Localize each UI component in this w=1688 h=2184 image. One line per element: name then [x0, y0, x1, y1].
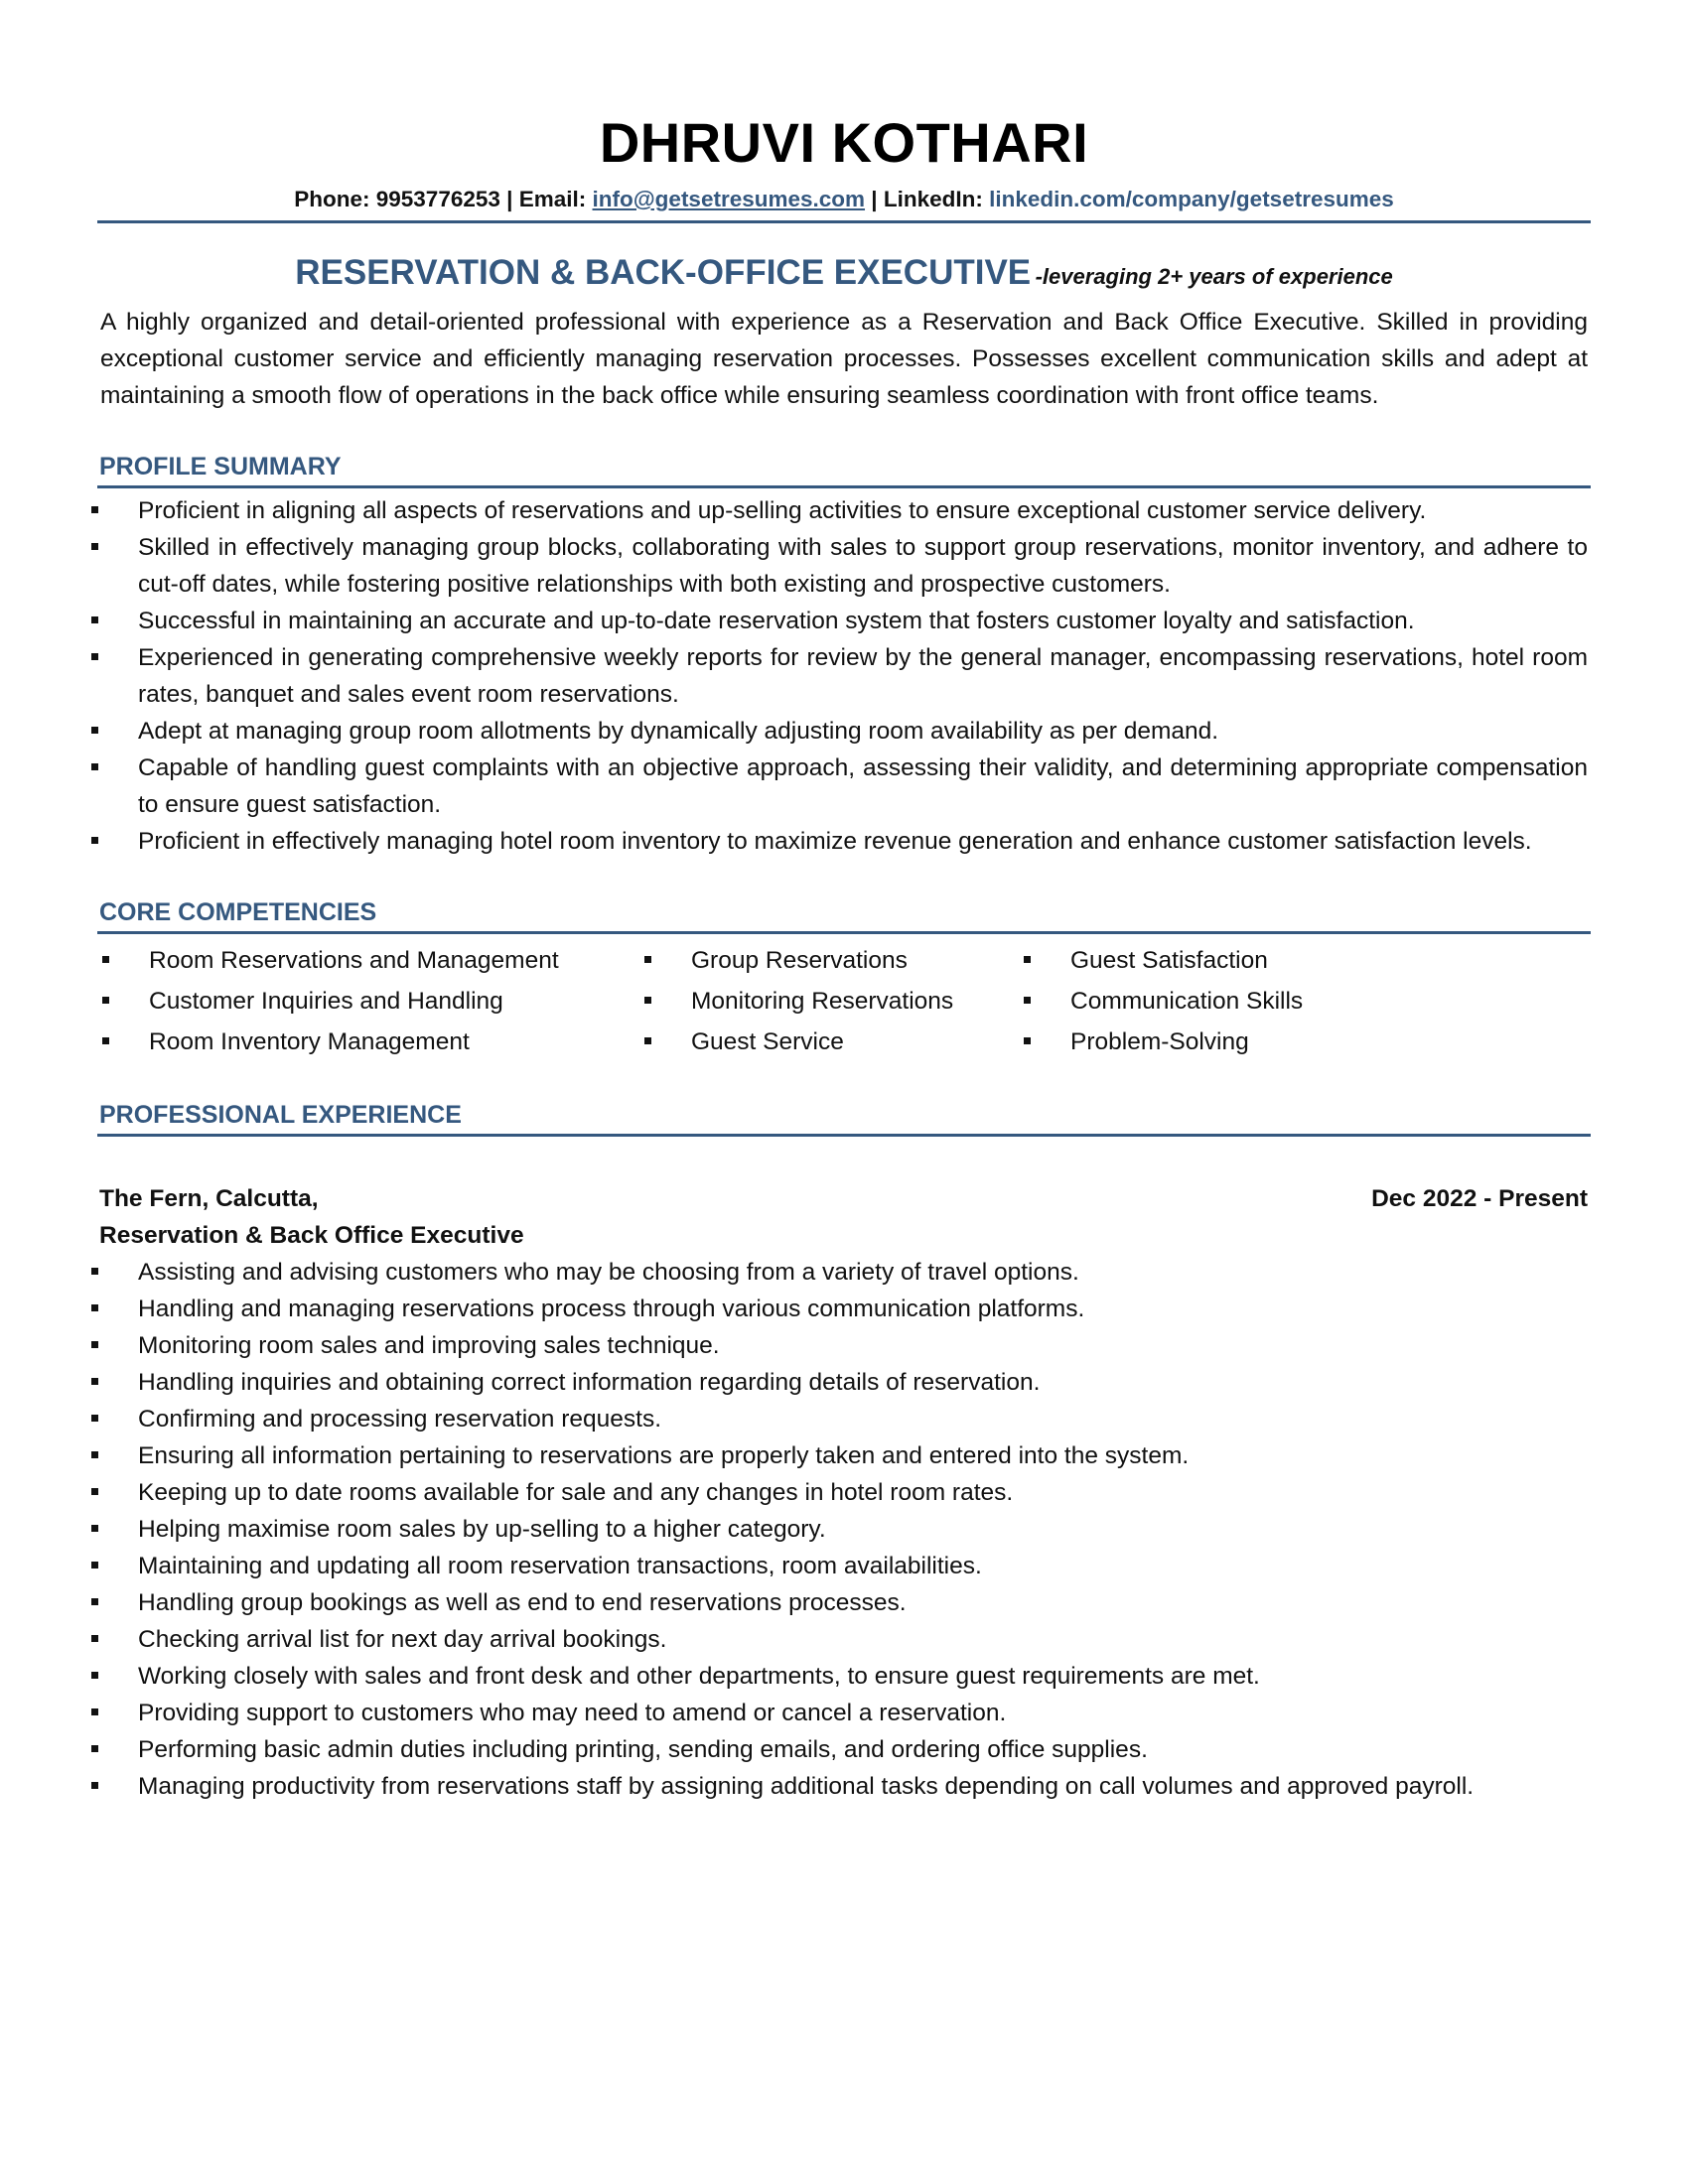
competency-item: Guest Service [639, 1022, 1019, 1062]
bullet-icon [91, 837, 98, 844]
list-item: Performing basic admin duties including printing, sending emails, and ordering office supplies. [97, 1731, 1588, 1768]
header-divider [97, 220, 1591, 223]
competency-item: Room Inventory Management [97, 1022, 639, 1062]
bullet-icon [91, 1451, 98, 1458]
bullet-icon [91, 1782, 98, 1789]
section-heading-professional-experience: PROFESSIONAL EXPERIENCE [99, 1101, 462, 1129]
bullet-icon [91, 1745, 98, 1752]
bullet-icon [91, 1708, 98, 1715]
profile-summary-list [97, 492, 1588, 860]
list-item: Proficient in effectively managing hotel room inventory to maximize revenue generation and enhance customer satisfaction levels. [97, 823, 1588, 860]
summary-paragraph: A highly organized and detail-oriented professional with experience as a Reservation and Back Office Executive. Skilled in providing exceptional customer service and efficiently managing reservation processes. Possesses excellent communication skills and adept at maintaining a smooth flow of operations in the back office while ensuring seamless coordination with front office teams. [100, 309, 1588, 409]
bullet-icon [91, 1378, 98, 1385]
section-heading-core-competencies: CORE COMPETENCIES [99, 898, 377, 926]
bullet-icon [91, 543, 98, 550]
list-item: Keeping up to date rooms available for sale and any changes in hotel room rates. [97, 1474, 1588, 1511]
bullet-icon [91, 1562, 98, 1569]
bullet-icon [1024, 956, 1031, 963]
bullet-icon [102, 997, 109, 1004]
bullet-icon [91, 1525, 98, 1532]
bullet-icon [102, 1037, 109, 1044]
list-item: Handling group bookings as well as end to end reservations processes. [97, 1584, 1588, 1621]
job-headline-title: RESERVATION & BACK-OFFICE EXECUTIVE [295, 253, 1032, 292]
bullet-icon [91, 653, 98, 660]
bullet-icon [1024, 1037, 1031, 1044]
email-label: Email: [518, 187, 587, 211]
section-divider [97, 485, 1591, 488]
bullet-icon [102, 956, 109, 963]
list-item: Handling and managing reservations process through various communication platforms. [97, 1291, 1588, 1327]
bullet-icon [91, 763, 98, 770]
list-item: Confirming and processing reservation requests. [97, 1401, 1588, 1437]
competency-item: Customer Inquiries and Handling [97, 981, 639, 1022]
bullet-icon [91, 727, 98, 734]
phone-number: 9953776253 [375, 187, 500, 211]
email-link[interactable]: info@getsetresumes.com [592, 187, 866, 211]
competencies-grid [97, 940, 1591, 1062]
separator: | [871, 187, 878, 211]
bullet-icon [644, 956, 651, 963]
list-item: Successful in maintaining an accurate and up-to-date reservation system that fosters customer loyalty and satisfaction. [97, 603, 1588, 639]
list-item: Skilled in effectively managing group blocks, collaborating with sales to support group reservations, monitor inventory, and adhere to cut-off dates, while fostering positive relationships with both existing and prospective customers. [97, 529, 1588, 603]
list-item: Adept at managing group room allotments by dynamically adjusting room availability as per demand. [97, 713, 1588, 750]
competency-item: Problem-Solving [1019, 1022, 1416, 1062]
phone-label: Phone: [294, 187, 370, 211]
section-divider [97, 931, 1591, 934]
bullet-icon [91, 1672, 98, 1679]
competency-item: Guest Satisfaction [1019, 940, 1416, 981]
linkedin-link[interactable]: linkedin.com/company/getsetresumes [989, 187, 1394, 211]
list-item: Managing productivity from reservations staff by assigning additional tasks depending on call volumes and approved payroll. [97, 1768, 1588, 1805]
bullet-icon [91, 1341, 98, 1348]
section-heading-profile-summary: PROFILE SUMMARY [99, 453, 342, 480]
headline [97, 251, 1591, 302]
bullet-icon [91, 1415, 98, 1422]
experience-list [97, 1254, 1588, 1805]
list-item: Monitoring room sales and improving sales technique. [97, 1327, 1588, 1364]
job-header [97, 1180, 1591, 1217]
list-item: Experienced in generating comprehensive weekly reports for review by the general manager, encompassing reservations, hotel room rates, banquet and sales event room reservations. [97, 639, 1588, 713]
list-item: Ensuring all information pertaining to reservations are properly taken and entered into the system. [97, 1437, 1588, 1474]
bullet-icon [91, 506, 98, 513]
list-item: Helping maximise room sales by up-selling to a higher category. [97, 1511, 1588, 1548]
list-item: Assisting and advising customers who may be choosing from a variety of travel options. [97, 1254, 1588, 1291]
list-item: Proficient in aligning all aspects of reservations and up-selling activities to ensure exceptional customer service delivery. [97, 492, 1588, 529]
job-role: Reservation & Back Office Executive [99, 1222, 524, 1249]
list-item: Providing support to customers who may need to amend or cancel a reservation. [97, 1695, 1588, 1731]
job-headline-subtitle: -leveraging 2+ years of experience [1035, 264, 1393, 289]
bullet-icon [91, 1268, 98, 1275]
competency-item: Room Reservations and Management [97, 940, 639, 981]
separator: | [506, 187, 513, 211]
bullet-icon [1024, 997, 1031, 1004]
list-item: Working closely with sales and front desk and other departments, to ensure guest requirements are met. [97, 1658, 1588, 1695]
bullet-icon [91, 1488, 98, 1495]
list-item: Capable of handling guest complaints with an objective approach, assessing their validity, and determining appropriate compensation to ensure guest satisfaction. [97, 750, 1588, 823]
bullet-icon [91, 1598, 98, 1605]
list-item: Maintaining and updating all room reservation transactions, room availabilities. [97, 1548, 1588, 1584]
company-name: The Fern, Calcutta, [99, 1185, 319, 1212]
list-item: Checking arrival list for next day arrival bookings. [97, 1621, 1588, 1658]
candidate-name: DHRUVI KOTHARI [599, 111, 1089, 174]
bullet-icon [644, 997, 651, 1004]
competency-item: Group Reservations [639, 940, 1019, 981]
bullet-icon [91, 616, 98, 623]
competency-item: Monitoring Reservations [639, 981, 1019, 1022]
list-item: Handling inquiries and obtaining correct information regarding details of reservation. [97, 1364, 1588, 1401]
section-divider [97, 1134, 1591, 1137]
bullet-icon [91, 1304, 98, 1311]
bullet-icon [644, 1037, 651, 1044]
contact-line [97, 183, 1591, 216]
bullet-icon [91, 1635, 98, 1642]
competency-item: Communication Skills [1019, 981, 1416, 1022]
job-dates: Dec 2022 - Present [1371, 1185, 1588, 1212]
linkedin-label: LinkedIn: [883, 187, 983, 211]
